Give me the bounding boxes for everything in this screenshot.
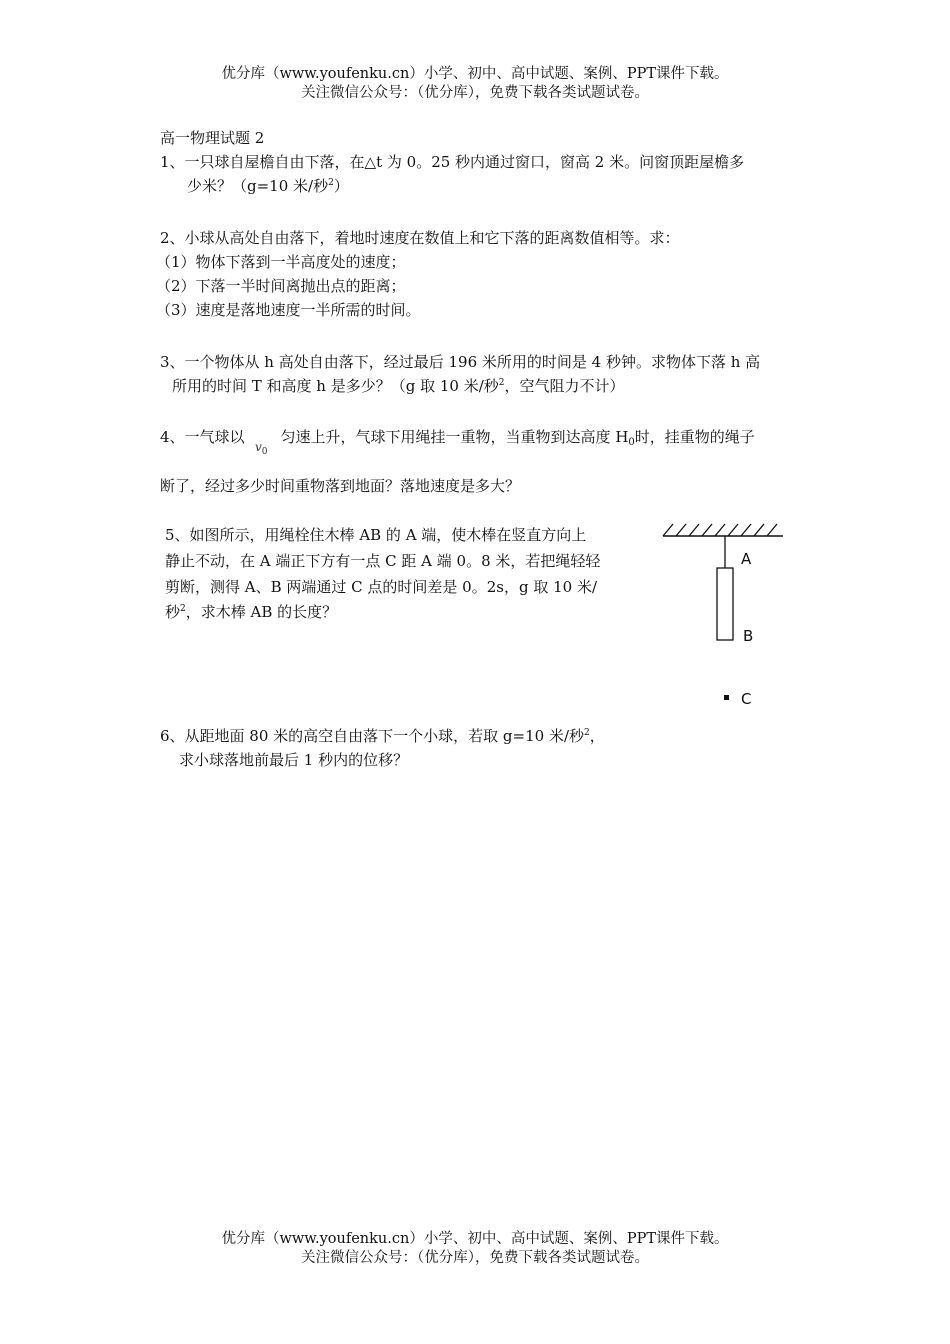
q5-text-b: ，求木棒 AB 的长度？ (185, 603, 338, 621)
q5-line-3: 剪断，测得 A、B 两端通过 C 点的时间差是 0。2s，g 取 10 米/ (165, 578, 598, 596)
q1-line-2 (187, 176, 349, 196)
q5-text-a: 秒 (165, 603, 181, 621)
q4-text-c: 时，挂重物的绳子 (634, 428, 755, 446)
q3-text-a: 所用的时间 T 和高度 h 是多少？（g 取 10 米/秒 (172, 377, 499, 395)
page-header (0, 65, 950, 103)
q2-line-1: 2、小球从高处自由落下，着地时速度在数值上和它下落的距离数值相等。求： (160, 229, 680, 247)
label-c: C (741, 690, 752, 708)
q4-line-1 (160, 427, 755, 447)
q5-superscript: 2 (180, 604, 186, 614)
v0-symbol (255, 440, 268, 457)
q6-line-2: 求小球落地前最后 1 秒内的位移？ (179, 751, 409, 769)
footer-line-1: 优分库（www.youfenku.cn）小学、初中、高中试题、案例、PPT课件下载。 (221, 1231, 729, 1247)
v-letter: v (255, 440, 262, 454)
q2-sub-1: （1）物体下落到一半高度处的速度； (156, 253, 406, 271)
q1-superscript: 2 (328, 178, 334, 188)
q5-line-4 (165, 602, 337, 622)
q3-superscript: 2 (498, 378, 505, 388)
page-footer (0, 1230, 950, 1268)
exam-title: 高一物理试题 2 (160, 129, 265, 147)
v-subscript: 0 (261, 447, 268, 457)
q4-h-subscript: 0 (628, 437, 635, 448)
point-c (724, 695, 729, 700)
q6-text-a: 6、从距地面 80 米的高空自由落下一个小球，若取 g=10 米/秒 (160, 727, 585, 745)
q4-text-b: 匀速上升，气球下用绳挂一重物，当重物到达高度 H (280, 428, 629, 446)
q6-superscript: 2 (584, 728, 590, 738)
ceiling-hatching (663, 524, 777, 536)
rod-ab (717, 568, 733, 640)
q3-text-b: ，空气阻力不计） (504, 377, 625, 395)
label-b: B (743, 627, 754, 645)
q1-text-b: ） (333, 177, 349, 195)
label-a: A (741, 550, 752, 568)
q5-line-1: 5、如图所示，用绳栓住木棒 AB 的 A 端，使木棒在竖直方向上 (165, 526, 587, 544)
q3-line-2 (172, 376, 625, 396)
q4-text-a: 4、一气球以 (160, 428, 245, 446)
q2-sub-3: （3）速度是落地速度一半所需的时间。 (156, 301, 421, 319)
q6-line-1 (160, 726, 605, 746)
q6-text-b: ， (589, 727, 605, 745)
header-line-1: 优分库（www.youfenku.cn）小学、初中、高中试题、案例、PPT课件下载。 (221, 66, 729, 82)
rod-figure (655, 518, 795, 718)
q4-line-2: 断了，经过多少时间重物落到地面？落地速度是多大？ (160, 477, 521, 495)
q1-line-1: 1、一只球自屋檐自由下落，在△t 为 0。25 秒内通过窗口，窗高 2 米。问窗顶距屋檐多 (160, 153, 745, 171)
q3-line-1: 3、一个物体从 h 高处自由落下，经过最后 196 米所用的时间是 4 秒钟。求物体下落 h 高 (160, 353, 761, 371)
q1-text-a: 少米？（g=10 米/秒 (187, 177, 329, 195)
q2-sub-2: （2）下落一半时间离抛出点的距离； (156, 277, 406, 295)
footer-line-2: 关注微信公众号：（优分库），免费下载各类试题试卷。 (301, 1250, 649, 1266)
q5-line-2: 静止不动，在 A 端正下方有一点 C 距 A 端 0。8 米，若把绳轻轻 (165, 552, 601, 570)
header-line-2: 关注微信公众号：（优分库），免费下载各类试题试卷。 (301, 85, 649, 101)
